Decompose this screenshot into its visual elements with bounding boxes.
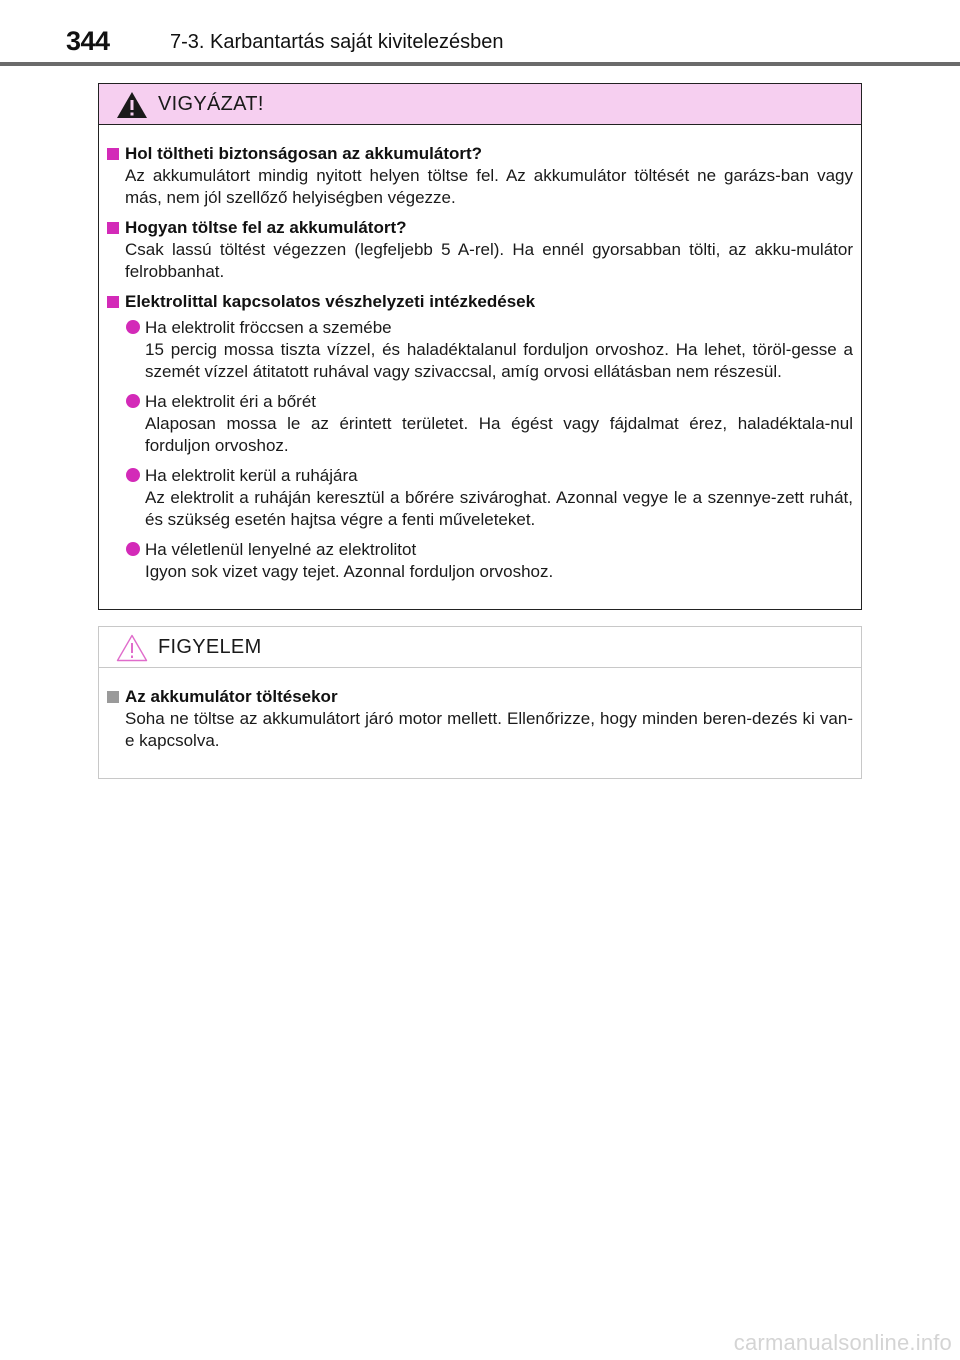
caution-subitem-title: Ha elektrolit kerül a ruhájára: [145, 466, 358, 485]
square-bullet-icon: [107, 148, 119, 160]
caution-subitem-text: Az elektrolit a ruháján keresztül a bőrére szivároghat. Azonnal vegye le a szennye-zett ruhát, és szükség esetén hajtsa végre a fenti műveleteket.: [145, 488, 853, 529]
watermark: carmanualsonline.info: [733, 1330, 952, 1355]
caution-item: [107, 291, 853, 583]
square-bullet-icon: [107, 691, 119, 703]
caution-subitem: [107, 539, 853, 583]
caution-item: [107, 217, 853, 283]
caution-label: VIGYÁZAT!: [158, 93, 264, 115]
page-header: [0, 0, 960, 66]
caution-body: [99, 125, 861, 583]
caution-item-title: Hogyan töltse fel az akkumulátort?: [125, 218, 407, 237]
section-title: 7-3. Karbantartás saját kivitelezésben: [170, 31, 504, 53]
caution-item-text: Csak lassú töltést végezzen (legfeljebb 5 A-rel). Ha ennél gyorsabban tölti, az akku-mulátor felrobbanhat.: [125, 240, 853, 281]
caution-subitem: [107, 391, 853, 457]
square-bullet-icon: [107, 296, 119, 308]
warning-triangle-outline-icon: [115, 633, 149, 663]
notice-header: [99, 627, 861, 668]
round-bullet-icon: [126, 394, 140, 408]
caution-item-text: Az akkumulátort mindig nyitott helyen töltse fel. Az akkumulátor töltését ne garázs-ban vagy más, nem jól szellőző helyiségben végezze.: [125, 166, 853, 207]
square-bullet-icon: [107, 222, 119, 234]
caution-subitem-title: Ha elektrolit éri a bőrét: [145, 392, 317, 411]
round-bullet-icon: [126, 468, 140, 482]
caution-subitem-text: Igyon sok vizet vagy tejet. Azonnal forduljon orvoshoz.: [145, 562, 554, 581]
notice-label: FIGYELEM: [158, 636, 262, 658]
notice-item-title: Az akkumulátor töltésekor: [125, 687, 338, 706]
round-bullet-icon: [126, 542, 140, 556]
caution-subitem-text: Alaposan mossa le az érintett területet. Ha égést vagy fájdalmat érez, haladéktala-nul forduljon orvoshoz.: [145, 414, 853, 455]
caution-subitem: [107, 465, 853, 531]
caution-subitem: [107, 317, 853, 383]
caution-subitem-title: Ha véletlenül lenyelné az elektrolitot: [145, 540, 417, 559]
notice-item: [107, 686, 853, 752]
caution-box: [98, 83, 862, 610]
notice-box: [98, 626, 862, 779]
warning-triangle-filled-icon: [115, 90, 149, 120]
notice-body: [99, 668, 861, 752]
caution-subitem-text: 15 percig mossa tiszta vízzel, és haladéktalanul forduljon orvoshoz. Ha lehet, töröl-gesse a szemét vízzel átitatott ruhával vagy szivaccsal, amíg orvosi ellátásban nem részesül.: [145, 340, 853, 381]
round-bullet-icon: [126, 320, 140, 334]
notice-item-text: Soha ne töltse az akkumulátort járó motor mellett. Ellenőrizze, hogy minden beren-dezés ki van-e kapcsolva.: [125, 709, 853, 750]
caution-item-title: Hol töltheti biztonságosan az akkumulátort?: [125, 144, 483, 163]
page-number: 344: [66, 26, 110, 56]
caution-header: [99, 84, 861, 125]
caution-item-title: Elektrolittal kapcsolatos vészhelyzeti intézkedések: [125, 292, 536, 311]
caution-item: [107, 143, 853, 209]
header-rule: [0, 62, 960, 66]
caution-subitem-title: Ha elektrolit fröccsen a szemébe: [145, 318, 392, 337]
